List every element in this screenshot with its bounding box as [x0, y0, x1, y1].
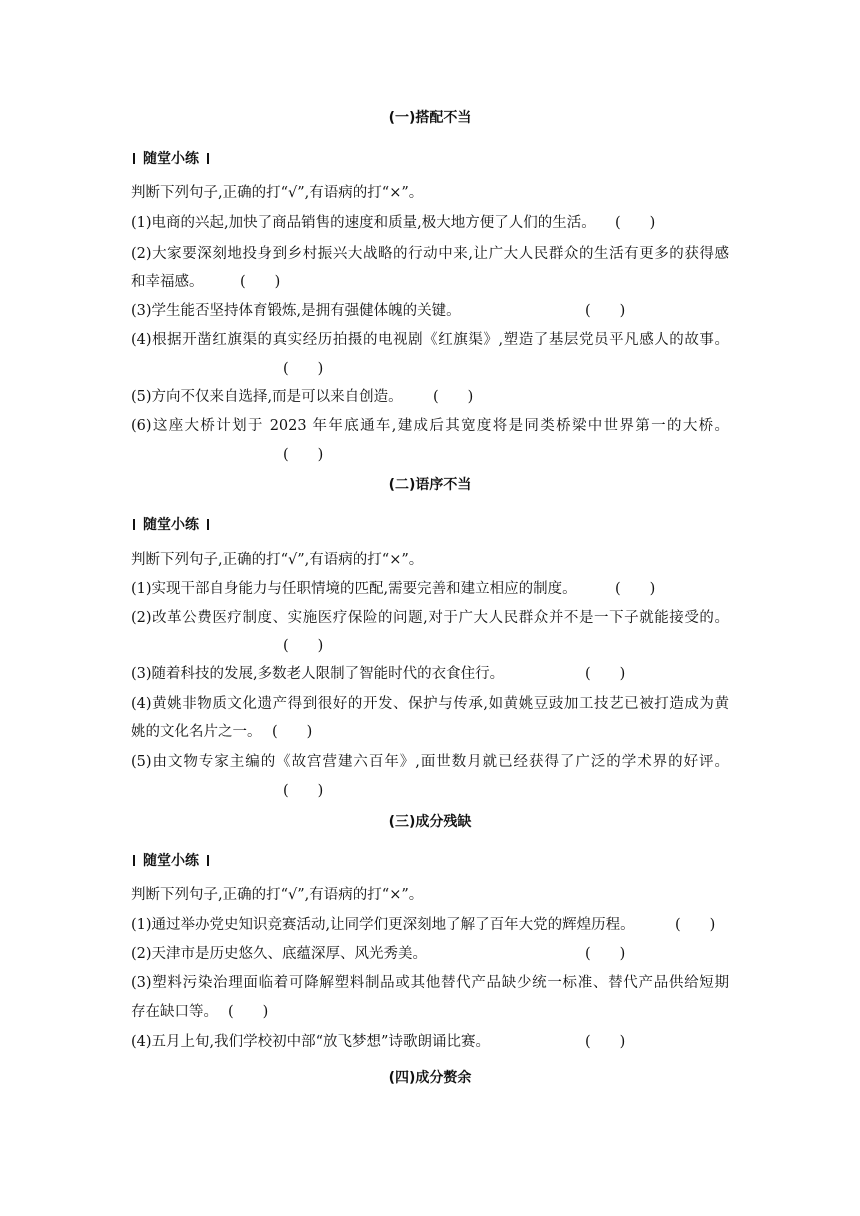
answer-blank[interactable]: ( ): [283, 447, 324, 463]
question-item-continued: 和幸福感。: [131, 274, 204, 290]
practice-tag: 随堂小练: [131, 515, 211, 535]
instruction: 判断下列句子,正确的打“√”,有语病的打“×”。: [131, 185, 424, 201]
answer-blank[interactable]: ( ): [272, 724, 313, 740]
question-item: (4)五月上旬,我们学校初中部“放飞梦想”诗歌朗诵比赛。: [131, 1034, 490, 1050]
question-item: (1)通过举办党史知识竞赛活动,让同学们更深刻地了解了百年大党的辉煌历程。: [131, 917, 635, 933]
question-item: (6)这座大桥计划于 2023 年年底通车,建成后其宽度将是同类桥梁中世界第一的大桥。: [131, 418, 729, 434]
tag-bar-right: [207, 855, 209, 866]
practice-tag: 随堂小练: [131, 851, 211, 871]
instruction: 判断下列句子,正确的打“√”,有语病的打“×”。: [131, 552, 424, 568]
answer-blank[interactable]: ( ): [675, 917, 716, 933]
answer-blank[interactable]: ( ): [283, 361, 324, 377]
section-heading: (一)搭配不当: [388, 110, 472, 126]
question-item: (3)塑料污染治理面临着可降解塑料制品或其他替代产品缺少统一标准、替代产品供给短期: [131, 975, 729, 991]
section-heading: (四)成分赘余: [388, 1070, 472, 1086]
question-item-continued: 存在缺口等。: [131, 1004, 218, 1020]
answer-blank[interactable]: ( ): [228, 1004, 269, 1020]
answer-blank[interactable]: ( ): [240, 274, 281, 290]
question-item: (1)电商的兴起,加快了商品销售的速度和质量,极大地方便了人们的生活。: [131, 215, 596, 231]
answer-blank[interactable]: ( ): [585, 1034, 626, 1050]
answer-blank[interactable]: ( ): [585, 666, 626, 682]
answer-blank[interactable]: ( ): [283, 638, 324, 654]
instruction: 判断下列句子,正确的打“√”,有语病的打“×”。: [131, 887, 424, 903]
question-item: (1)实现干部自身能力与任职情境的匹配,需要完善和建立相应的制度。: [131, 581, 577, 597]
question-item: (2)大家要深刻地投身到乡村振兴大战略的行动中来,让广大人民群众的生活有更多的获得感: [131, 246, 729, 262]
tag-bar-right: [207, 153, 209, 164]
answer-blank[interactable]: ( ): [283, 783, 324, 799]
answer-blank[interactable]: ( ): [585, 946, 626, 962]
section-heading: (三)成分残缺: [388, 814, 472, 830]
question-item: (5)由文物专家主编的《故宫营建六百年》,面世数月就已经获得了广泛的学术界的好评。: [131, 754, 729, 770]
tag-bar-right: [207, 519, 209, 530]
answer-blank[interactable]: ( ): [615, 581, 656, 597]
section-heading: (二)语序不当: [388, 477, 472, 493]
question-item: (2)改革公费医疗制度、实施医疗保险的问题,对于广大人民群众并不是一下子就能接受的。: [131, 610, 729, 626]
question-item: (2)天津市是历史悠久、底蕴深厚、风光秀美。: [131, 946, 428, 962]
question-item: (3)随着科技的发展,多数老人限制了智能时代的衣食住行。: [131, 666, 505, 682]
answer-blank[interactable]: ( ): [615, 215, 656, 231]
tag-bar-left: [133, 519, 135, 530]
tag-bar-left: [133, 153, 135, 164]
question-item: (4)黄姚非物质文化遗产得到很好的开发、保护与传承,如黄姚豆豉加工技艺已被打造成为黄: [131, 696, 729, 712]
question-item-continued: 姚的文化名片之一。: [131, 724, 262, 740]
question-item: (4)根据开凿红旗渠的真实经历拍摄的电视剧《红旗渠》,塑造了基层党员平凡感人的故事。: [131, 332, 729, 348]
question-item: (5)方向不仅来自选择,而是可以来自创造。: [131, 389, 403, 405]
answer-blank[interactable]: ( ): [433, 389, 474, 405]
answer-blank[interactable]: ( ): [585, 303, 626, 319]
tag-bar-left: [133, 855, 135, 866]
question-item: (3)学生能否坚持体育锻炼,是拥有强健体魄的关键。: [131, 303, 461, 319]
practice-tag: 随堂小练: [131, 149, 211, 169]
